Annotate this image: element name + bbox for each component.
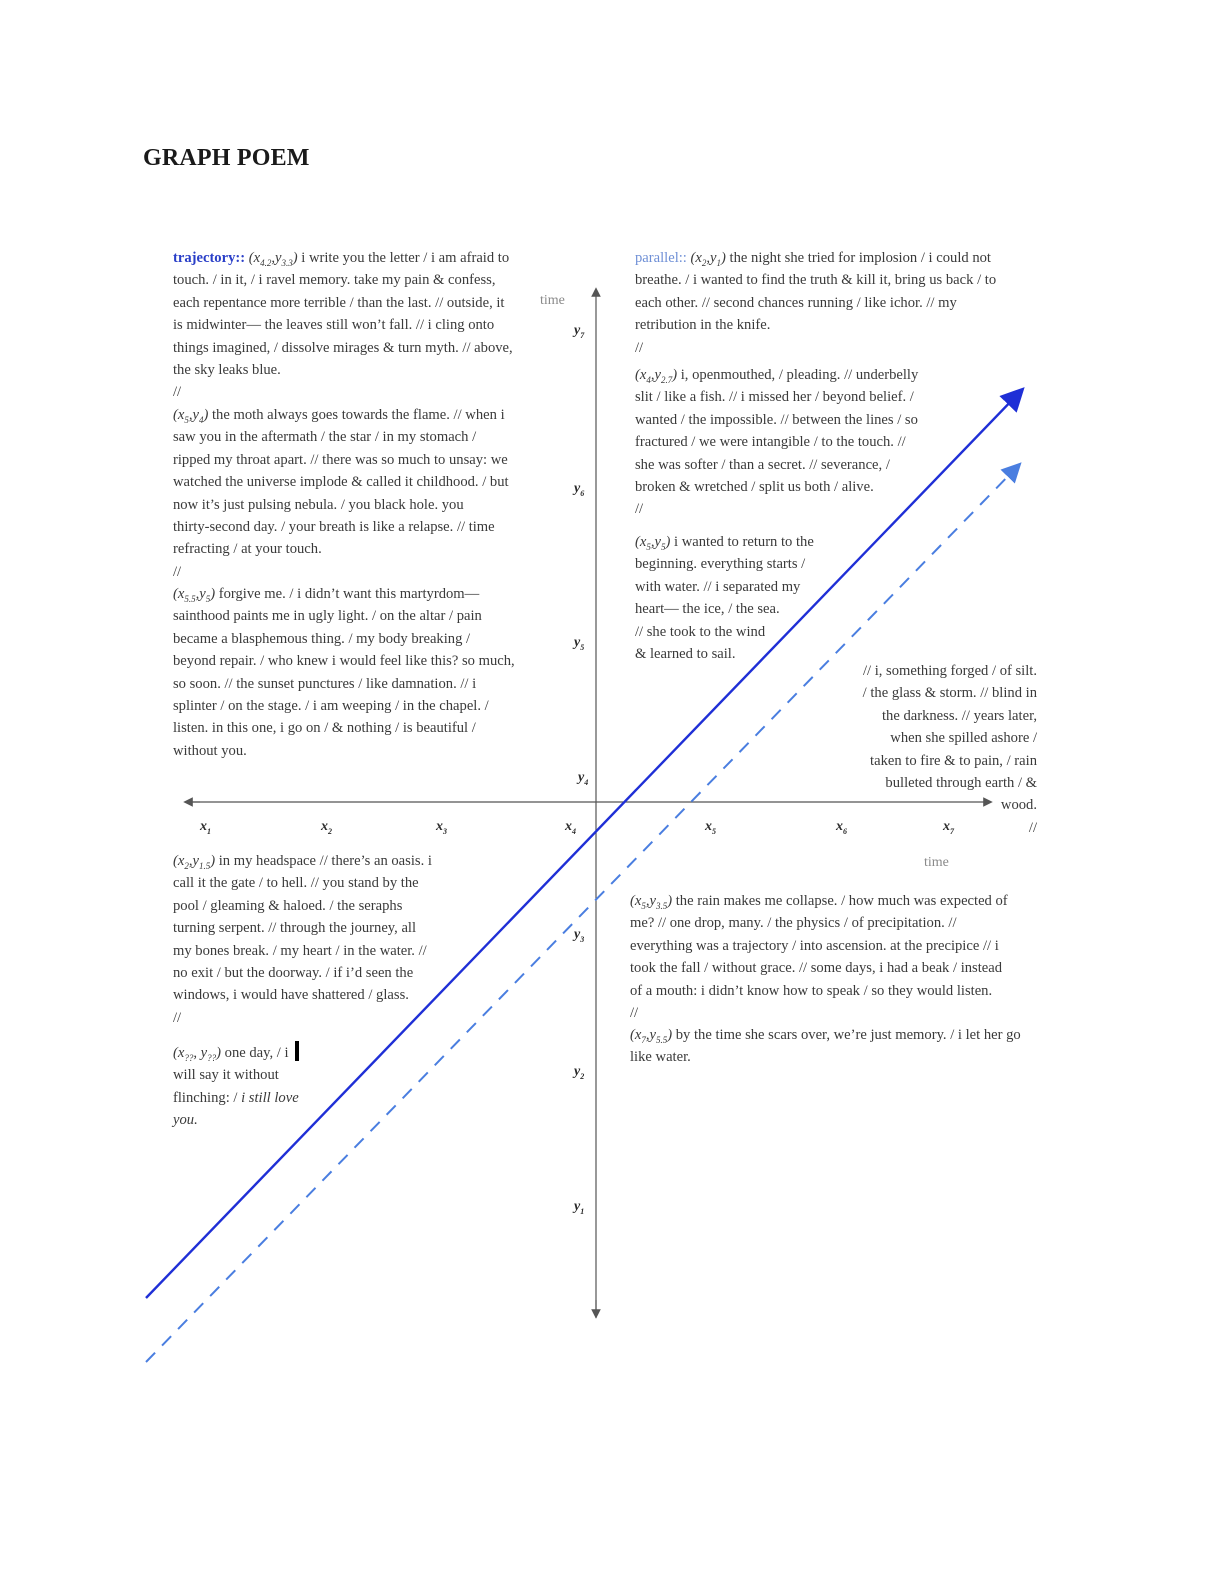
- trajectory-stanza-2: $(x_5,y_4)$ the moth always goes towards the flame. // when i saw you in the aftermath / the star / in my stomach / ripped my throat apart. // there was so much to unsay: we watched the universe implode & called it childhood. / but now it’s just pulsing nebula. / you black hole. you thirty-second day. / your breath is like a relapse. // time refracting / at your touch. //: [173, 404, 509, 583]
- x-tick-5: $x_5$: [705, 819, 716, 836]
- trajectory-stanza-1: trajectory:: $(x_{4.2},y_{3.3})$ i write you the letter / i am afraid to touch. / in it, / i ravel memory. take my pain & confess, each repentance more terrible / than the last. // outside, it is midwinter— the leaves still won’t fall. // i cling onto things imagined, / dissolve mirages & turn myth. // above, the sky leaks blue. //: [173, 247, 513, 404]
- line: saw you in the aftermath / the star / in my stomach /: [173, 429, 477, 446]
- y-axis-label: time: [540, 293, 565, 308]
- line: each other. // second chances running / like ichor. // my: [635, 294, 957, 311]
- coordinate: $(x_5,y_4)$: [173, 407, 209, 425]
- line: listen. in this one, i go on / & nothing / is beautiful /: [173, 720, 476, 737]
- line: refracting / at your touch.: [173, 541, 322, 558]
- line: watched the universe implode & called it childhood. / but: [173, 474, 509, 491]
- coordinate: $(x_{5.5},y_5)$: [173, 586, 216, 604]
- line: everything was a trajectory / into ascension. at the precipice // i: [630, 937, 999, 954]
- line: // she took to the wind: [635, 623, 766, 640]
- line: wanted / the impossible. // between the lines / so: [635, 411, 918, 428]
- line: fractured / we were intangible / to the touch. //: [635, 434, 906, 451]
- parallel-stanza-1: parallel:: $(x_2,y_1)$ the night she tried for implosion / i could not breathe. / i wanted to find the truth & kill it, bring us back / to each other. // second chances running / like ichor. // my retribution in the knife. //: [635, 247, 996, 359]
- line: slit / like a fish. // i missed her / beyond belief. /: [635, 389, 914, 406]
- line: // i, something forged / of silt.: [862, 663, 1037, 679]
- line: & learned to sail.: [635, 646, 736, 663]
- coordinate: $(x_5,y_5)$: [635, 534, 671, 552]
- line: when she spilled ashore /: [890, 730, 1037, 747]
- line: ripped my throat apart. // there was so much to unsay: we: [173, 451, 508, 468]
- line: turning serpent. // through the journey, all: [173, 920, 417, 937]
- line: became a blasphemous thing. / my body breaking /: [173, 630, 471, 647]
- coordinate: $(x_{4.2},y_{3.3})$: [248, 250, 298, 268]
- separator: //: [630, 1005, 639, 1022]
- line: beyond repair. / who knew i would feel like this? so much,: [173, 653, 515, 670]
- parallel-stanza-3: $(x_5,y_5)$ i wanted to return to the beginning. everything starts / with water. // i separated my heart— the ice, / the sea. // she took to the wind & learned to sail.: [635, 531, 814, 665]
- x-tick-2: $x_2$: [321, 819, 332, 836]
- coordinate: $(x_2,y_1)$: [690, 250, 726, 268]
- coordinate: $(x_7,y_{5.5})$: [630, 1027, 673, 1045]
- line: beginning. everything starts /: [635, 556, 806, 573]
- coordinate: $(x_2,y_{1.5})$: [173, 853, 216, 871]
- line: breathe. / i wanted to find the truth & kill it, bring us back / to: [635, 272, 997, 289]
- line: heart— the ice, / the sea.: [635, 601, 780, 618]
- line: taken to fire & to pain, / rain: [870, 752, 1037, 769]
- line: bulleted through earth / &: [885, 775, 1037, 792]
- line: without you.: [173, 742, 247, 759]
- separator: //: [635, 501, 644, 518]
- y-tick-4: $y_4$: [578, 770, 589, 787]
- line: splinter / on the stage. / i am weeping / in the chapel. /: [173, 698, 489, 715]
- separator: //: [173, 563, 182, 580]
- line: my bones break. / my heart / in the water. //: [173, 942, 427, 959]
- line: of a mouth: i didn’t know how to speak / so they would listen.: [630, 982, 993, 999]
- trajectory-stanza-4: $(x_2,y_{1.5})$ in my headspace // there’s an oasis. i call it the gate / to hell. // you stand by the pool / gleaming & haloed. / the seraphs turning serpent. // through the journey, all my bones break. / my heart / in the water. // no exit / but the doorway. / if i’d seen the windows, i would have shattered / glass. //: [173, 850, 432, 1029]
- separator: //: [173, 1009, 182, 1026]
- line: things imagined, / dissolve mirages & turn myth. // above,: [173, 339, 513, 356]
- line: she was softer / than a secret. // severance, /: [635, 456, 890, 473]
- line: took the fall / without grace. // some days, i had a beak / instead: [630, 960, 1003, 977]
- line: windows, i would have shattered / glass.: [173, 987, 409, 1004]
- line: the sky leaks blue.: [173, 362, 281, 379]
- line: so soon. // the sunset punctures / like damnation. // i: [173, 675, 477, 692]
- coordinate: $(x_5,y_{3.5})$: [630, 893, 673, 911]
- x-tick-1: $x_1$: [200, 819, 211, 836]
- line: no exit / but the doorway. / if i’d seen the: [173, 965, 414, 982]
- y-tick-1: $y_1$: [574, 1199, 585, 1216]
- line: me? // one drop, many. / the physics / of precipitation. //: [630, 915, 957, 932]
- parallel-stanza-5: $(x_5,y_{3.5})$ the rain makes me collapse. / how much was expected of me? // one drop, many. / the physics / of precipitation. // everything was a trajectory / into ascension. at the precipice // i took the fall / without grace. // some days, i had a beak / instead of a mouth: i didn’t know how to speak / so they would listen. //: [630, 890, 1008, 1024]
- y-tick-5: $y_5$: [574, 635, 585, 652]
- parallel-keyword: parallel::: [635, 250, 687, 266]
- text-cursor: [295, 1041, 299, 1061]
- x-tick-3: $x_3$: [436, 819, 447, 836]
- separator: //: [1028, 819, 1037, 836]
- line: wood.: [1000, 797, 1037, 814]
- parallel-stanza-4: [830, 660, 1037, 839]
- line: broken & wretched / split us both / alive.: [635, 479, 874, 496]
- x-tick-6: $x_6$: [836, 819, 847, 836]
- line: with water. // i separated my: [635, 578, 801, 595]
- line: thirty-second day. / your breath is like a relapse. // time: [173, 519, 495, 536]
- x-axis-label: time: [924, 855, 949, 870]
- line: the darkness. // years later,: [881, 707, 1037, 724]
- parallel-stanza-6: $(x_7,y_{5.5})$ by the time she scars over, we’re just memory. / i let her go like water.: [630, 1024, 1021, 1069]
- line: sainthood paints me in ugly light. / on the altar / pain: [173, 608, 482, 625]
- y-tick-3: $y_3$: [574, 927, 585, 944]
- line: you.: [173, 1112, 198, 1129]
- line: like water.: [630, 1049, 691, 1066]
- line: / the glass & storm. // blind in: [862, 685, 1037, 702]
- x-tick-7: $x_7$: [943, 819, 954, 836]
- page-title: GRAPH POEM: [143, 145, 310, 171]
- x-tick-4: $x_4$: [565, 819, 576, 836]
- line: is midwinter— the leaves still won’t fall. // i cling onto: [173, 317, 495, 334]
- y-tick-6: $y_6$: [574, 481, 585, 498]
- trajectory-keyword: trajectory::: [173, 250, 246, 266]
- line: pool / gleaming & haloed. / the seraphs: [173, 897, 403, 914]
- separator: //: [635, 339, 644, 356]
- y-tick-7: $y_7$: [574, 323, 585, 340]
- line: call it the gate / to hell. // you stand by the: [173, 875, 419, 892]
- line: will say it without: [173, 1067, 279, 1084]
- parallel-stanza-2: $(x_4,y_{2.7})$ i, openmouthed, / pleading. // underbelly slit / like a fish. // i missed her / beyond belief. / wanted / the impossible. // between the lines / so fractured / we were intangible / to the touch. // she was softer / than a secret. // severance, / broken & wretched / split us both / alive. //: [635, 364, 918, 521]
- line: now it’s just pulsing nebula. / you black hole. you: [173, 496, 464, 513]
- line: touch. / in it, / i ravel memory. take my pain & confess,: [173, 272, 496, 289]
- y-tick-2: $y_2$: [574, 1064, 585, 1081]
- coordinate: ($x_{??}$, $y_{??}$): [173, 1045, 221, 1063]
- line: each repentance more terrible / than the last. // outside, it: [173, 294, 505, 311]
- coordinate: $(x_4,y_{2.7})$: [635, 367, 678, 385]
- separator: //: [173, 384, 182, 401]
- trajectory-stanza-5: ($x_{??}$, $y_{??}$) one day, / i will say it without flinching: / i still love you.: [173, 1041, 299, 1132]
- line: retribution in the knife.: [635, 317, 771, 334]
- emphasis: i still love: [241, 1089, 299, 1106]
- trajectory-stanza-3: $(x_{5.5},y_5)$ forgive me. / i didn’t want this martyrdom— sainthood paints me in ugly light. / on the altar / pain became a blasphemous thing. / my body breaking / beyond repair. / who knew i would feel like this? so much, so soon. // the sunset punctures / like damnation. // i splinter / on the stage. / i am weeping / in the chapel. / listen. in this one, i go on / & nothing / is beautiful / without you.: [173, 583, 515, 762]
